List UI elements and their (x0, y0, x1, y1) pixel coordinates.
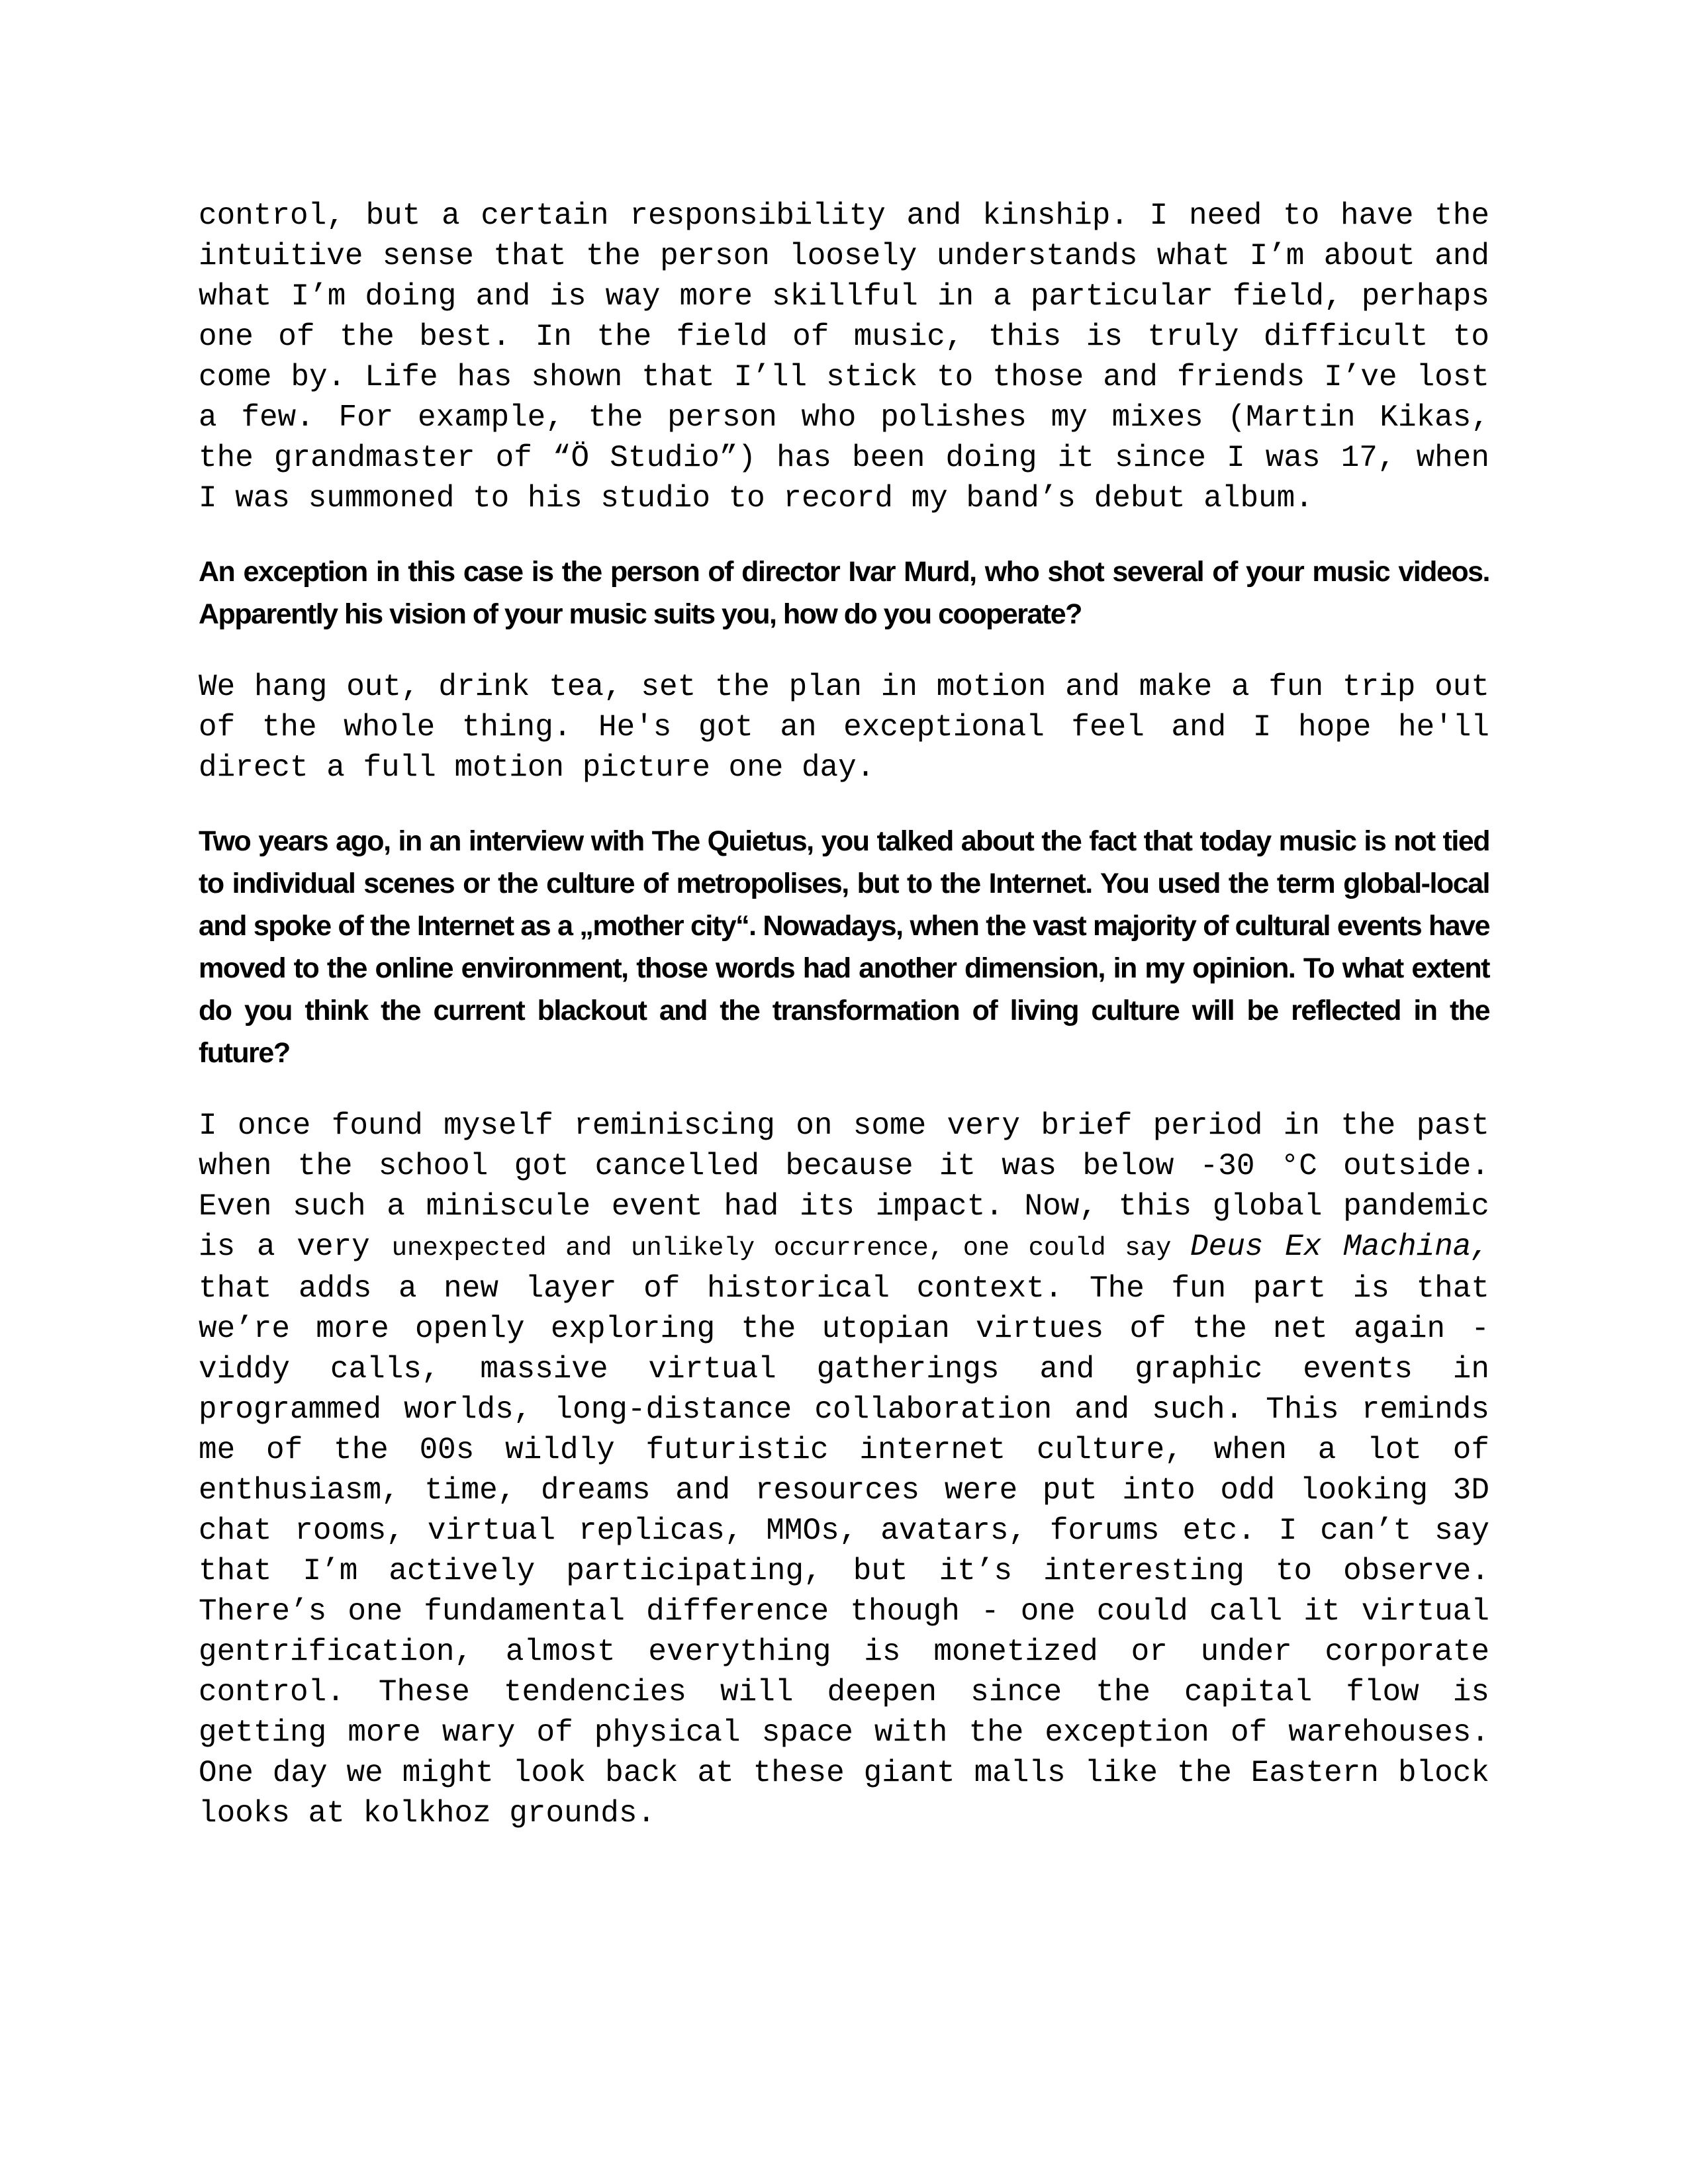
text-segment: control, but a certain responsibility and kinship. I need to have the intuitive sense that the person loosely understands what I’m about and what I’m doing and is way more skillful in a particular field, perhaps one of the best. In the field of music, this is truly difficult to come by. Life has shown that I’ll stick to those and friends I’ve lost a few. For example, the person who polishes my mixes (Martin Kikas, the grandmaster of “Ö Studio”) has been doing it since I was 17, when I was summoned to his studio to record my band’s debut album. (199, 199, 1489, 516)
interview-answer (199, 667, 1489, 788)
text-segment: unexpected and unlikely occurrence, one could say (391, 1234, 1190, 1263)
text-segment: Two years ago, in an interview with The Quietus, you talked about the fact that today music is not tied to individual scenes or the culture of metropolises, but to the Internet. You used the term global-local and spoke of the Internet as a „mother city“. Nowadays, when the vast majority of cultural events have moved to the online environment, those words had another dimension, in my opinion. To what extent do you think the current blackout and the transformation of living culture will be reflected in the future? (199, 825, 1489, 1069)
text-segment: I once found myself reminiscing on some very brief period in the past when the school got cancelled because it was below -30 °C outside. Even such a miniscule event had its impact. Now, this global pandemic is a very (199, 1109, 1489, 1264)
interview-question (199, 551, 1489, 635)
document-body (199, 196, 1489, 1834)
text-segment: Deus Ex Machina, (1190, 1230, 1490, 1264)
interview-answer (199, 1106, 1489, 1834)
interview-answer (199, 196, 1489, 519)
interview-question (199, 820, 1489, 1074)
text-segment: that adds a new layer of historical context. The fun part is that we’re more openly exploring the utopian virtues of the net again - viddy calls, massive virtual gatherings and graphic events in programmed worlds, long-distance collaboration and such. This reminds me of the 00s wildly futuristic internet culture, when a lot of enthusiasm, time, dreams and resources were put into odd looking 3D chat rooms, virtual replicas, MMOs, avatars, forums etc. I can’t say that I’m actively participating, but it’s interesting to observe. There’s one fundamental difference though - one could call it virtual gentrification, almost everything is monetized or under corporate control. These tendencies will deepen since the capital flow is getting more wary of physical space with the exception of warehouses. One day we might look back at these giant malls like the Eastern block looks at kolkhoz grounds. (199, 1271, 1489, 1831)
text-segment: An exception in this case is the person of director Ivar Murd, who shot several of your music videos. Apparently his vision of your music suits you, how do you cooperate? (199, 556, 1489, 630)
text-segment: We hang out, drink tea, set the plan in motion and make a fun trip out of the whole thing. He's got an exceptional feel and I hope he'll direct a full motion picture one day. (199, 670, 1489, 785)
